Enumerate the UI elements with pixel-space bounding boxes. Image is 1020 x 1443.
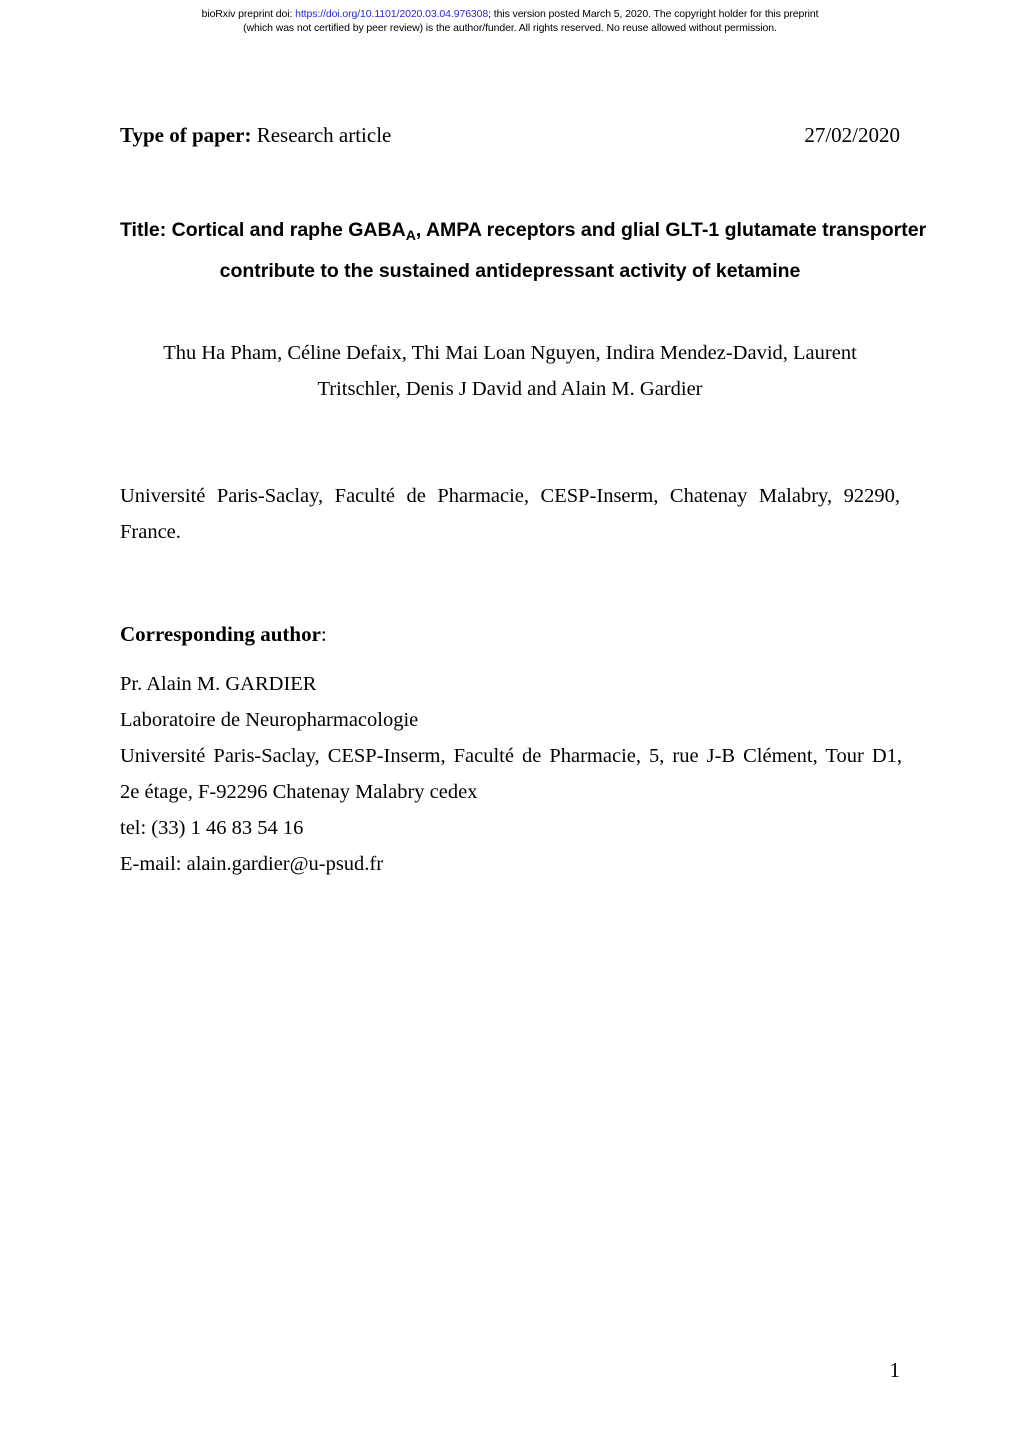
author-list-line-2: Tritschler, Denis J David and Alain M. Gardier [317, 378, 703, 400]
stamp-doi-prefix: bioRxiv preprint doi: [201, 8, 296, 20]
corresponding-author-address-2: 2e étage, F-92296 Chatenay Malabry cedex [120, 781, 478, 803]
paper-type-label: Type of paper: [120, 123, 252, 147]
paper-title-line-1-suffix: , AMPA receptors and glial GLT-1 glutamate transporter [415, 219, 927, 241]
author-list [120, 335, 900, 407]
paper-title [120, 210, 927, 291]
paper-title-line-1 [120, 210, 927, 251]
gaba-a-subscript: A [405, 226, 416, 243]
stamp-line-2: (which was not certified by peer review) is the author/funder. All rights reserved. No reuse allowed without permission. [243, 21, 777, 34]
paper-type-value: Research article [251, 123, 392, 147]
affiliation-line-2: France. [120, 521, 181, 543]
corresponding-author-colon: : [320, 622, 327, 646]
author-list-line-1: Thu Ha Pham, Céline Defaix, Thi Mai Loan Nguyen, Indira Mendez-David, Laurent [163, 342, 857, 364]
affiliation-line-1: Université Paris-Saclay, Faculté de Pharmacie, CESP-Inserm, Chatenay Malabry, 92290, [120, 485, 900, 507]
paper-meta-row [120, 120, 900, 150]
corresponding-author-lab: Laboratoire de Neuropharmacologie [120, 709, 419, 731]
corresponding-author-details [120, 666, 902, 882]
corresponding-author-phone: tel: (33) 1 46 83 54 16 [120, 817, 304, 839]
corresponding-author-label: Corresponding author [120, 622, 321, 646]
corresponding-author-address-1: Université Paris-Saclay, CESP-Inserm, Faculté de Pharmacie, 5, rue J-B Clément, Tour D1, [120, 745, 902, 767]
stamp-doi-suffix: ; this version posted March 5, 2020. The copyright holder for this preprint [488, 8, 819, 20]
paper-title-line-1-prefix: Title: Cortical and raphe GABA [120, 219, 406, 241]
biorxiv-preprint-stamp [0, 8, 1020, 35]
paper-type [120, 120, 391, 150]
page-number: 1 [889, 1358, 900, 1382]
corresponding-author-heading [120, 619, 900, 649]
paper-title-line-2: contribute to the sustained antidepressant activity of ketamine [219, 260, 801, 282]
paper-date: 27/02/2020 [804, 123, 900, 147]
affiliation [120, 478, 900, 550]
doi-link[interactable]: https://doi.org/10.1101/2020.03.04.976308 [295, 8, 489, 20]
corresponding-author-email: E-mail: alain.gardier@u-psud.fr [120, 853, 384, 875]
corresponding-author-name: Pr. Alain M. GARDIER [120, 673, 317, 695]
stamp-line-1 [0, 8, 1020, 22]
